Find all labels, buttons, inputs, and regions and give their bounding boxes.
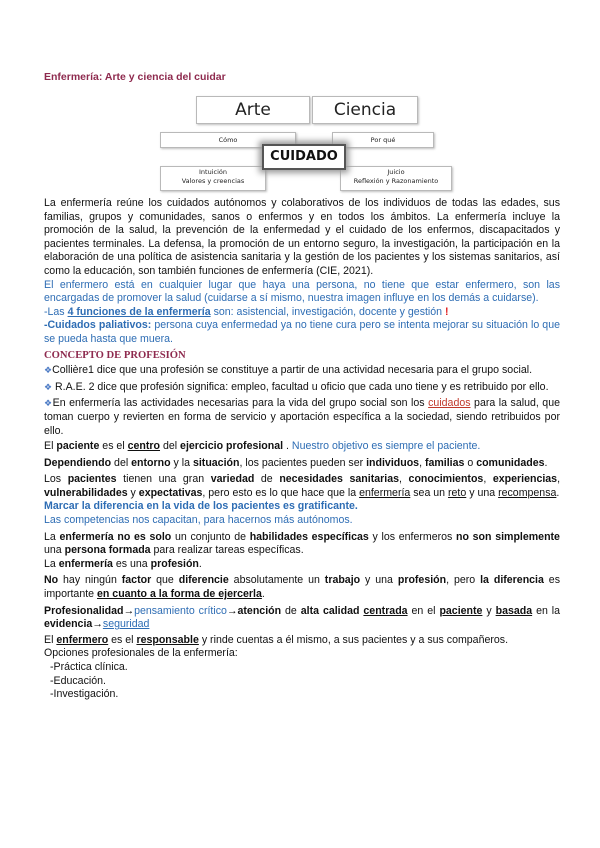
funciones-pre: -Las [44, 305, 68, 318]
pr-t3: . [198, 557, 202, 570]
ns-b2: habilidades específicas [249, 530, 369, 543]
cuidados-pre: En enfermería las actividades necesarias para la vida del grupo social son los [52, 397, 429, 410]
var-t2: tienen una gran [116, 473, 211, 486]
var-t8: , pero esto es lo que hace que la [202, 486, 360, 499]
centro-centro: centro [127, 440, 161, 453]
funciones-post: son: asistencial, investigación, docente y gestión [210, 305, 446, 318]
juicio-label: Juicio [387, 168, 405, 176]
pf-b2: atención [237, 604, 282, 617]
fa-b1: No [44, 574, 59, 587]
line-competencias: Las competencias nos capacitan, para hacernos más autónomos. [44, 514, 353, 527]
var-t6: , [557, 473, 561, 486]
var-b6: vulnerabilidades [44, 486, 128, 499]
var-t5: , [483, 473, 493, 486]
var-t7: y [127, 486, 139, 499]
dep-b5: familias [424, 456, 465, 469]
dep-b1: Dependiendo [44, 456, 112, 469]
page-title: Enfermería: Arte y ciencia del cuidar [44, 71, 226, 83]
line-no-solo [44, 531, 560, 558]
centro-t1: El [44, 440, 57, 453]
arte-box: Arte [196, 96, 310, 124]
var-b7: expectativas [138, 486, 203, 499]
fa-t6: es importante [44, 574, 560, 601]
fa-bu: en cuanto a la forma de ejercerla [97, 588, 262, 601]
fa-t4: y una [360, 574, 398, 587]
pr-t2: es una [112, 557, 151, 570]
rs-bu1: enfermero [56, 633, 109, 646]
ns-b1: enfermería no es solo [59, 530, 172, 543]
centro-ejercicio: ejercicio profesional [180, 440, 284, 453]
dep-t4: , [419, 456, 425, 469]
rs-t2: es el [108, 633, 137, 646]
pf-t5: en la [532, 604, 561, 617]
concepto-heading: CONCEPTO DE PROFESIÓN [44, 349, 186, 361]
var-b5: experiencias [492, 473, 558, 486]
care-diagram [160, 90, 450, 194]
bullet-rae [44, 381, 560, 395]
line-centro [44, 440, 560, 454]
fa-t7: . [261, 588, 265, 601]
ns-t5: para realizar tareas específicas. [150, 544, 304, 557]
dep-t5: o [464, 456, 477, 469]
dep-b2: entorno [131, 456, 171, 469]
cuidado-box: CUIDADO [262, 144, 346, 170]
list-item: -Investigación. [50, 688, 119, 701]
line-factor [44, 574, 560, 601]
rs-t3: y rinde cuentas a él mismo, a sus pacientes y a sus compañeros. [198, 633, 509, 646]
line-variedad [44, 473, 560, 500]
ns-b4: persona formada [64, 544, 151, 557]
paliativos-text: persona cuya enfermedad ya no tiene cura pero se intenta mejorar su situación lo que se pueda hasta que muera. [44, 319, 560, 345]
fa-b2: factor [121, 574, 152, 587]
body-text [44, 197, 560, 702]
valores-label: Valores y creencias [181, 177, 245, 185]
var-t3: de [254, 473, 280, 486]
pf-b4: evidencia [44, 618, 93, 631]
dep-t3: , los pacientes pueden ser [239, 456, 367, 469]
line-marcar: Marcar la diferencia en la vida de los pacientes es gratificante. [44, 500, 358, 513]
line-responsable [44, 634, 560, 648]
dep-t1: del [111, 456, 132, 469]
line-paliativos [44, 319, 560, 346]
var-b4: conocimientos [408, 473, 484, 486]
centro-objetivo: Nuestro objetivo es siempre el paciente. [291, 440, 481, 453]
list-item: -Educación. [50, 674, 106, 687]
pr-b2: profesión [150, 557, 199, 570]
arte-detail-box [160, 166, 266, 191]
list-item: -Práctica clínica. [50, 661, 128, 673]
pf-blue2[interactable]: seguridad [102, 618, 150, 631]
arrow-right-icon: → [92, 618, 103, 631]
var-t9: sea un [410, 486, 449, 499]
dep-t6: . [544, 456, 548, 469]
pf-b1: Profesionalidad [44, 604, 124, 617]
bullet-colliere-text: Collière1 dice que una profesión se constituye a partir de una actividad necesaria para el grupo social. [52, 364, 533, 377]
fa-t5: , pero [446, 574, 481, 587]
pf-t3: en el [407, 604, 440, 617]
centro-paciente: paciente [56, 440, 100, 453]
paragraph-definition: La enfermería reúne los cuidados autónomos y colaborativos de los individuos de todas las edades, sus familias, grupos y comunidades, sanos o enfermos y en todos los ámbitos. La enfermería incluye la promoción de la salud, la prevención de la enfermedad y el cuidado de los enfermos, discapacitados y pacientes terminales. La defensa, la promoción de un entorno seguro, la investigación, la participación en la elaboración de una política de asistencia sanitaria y la gestión de los pacientes y los sistemas sanitarios, así como la educación, son también funciones de enfermería (CIE, 2021). [44, 197, 560, 277]
pf-blue1: pensamiento crítico [134, 604, 227, 617]
arrow-right-icon: → [226, 604, 238, 617]
intuicion-label: Intuición [199, 168, 227, 176]
ns-t4: una [44, 544, 65, 557]
fa-t1: hay ningún [58, 574, 122, 587]
dep-b3: situación [192, 456, 240, 469]
line-opciones: Opciones profesionales de la enfermería: [44, 647, 238, 660]
ns-b3: no son simplemente [456, 530, 560, 543]
var-u3: recompensa [498, 486, 557, 499]
por-que-box: Por qué [332, 132, 434, 148]
reflexion-label: Reflexión y Razonamiento [353, 177, 439, 185]
cuidados-link[interactable]: cuidados [428, 397, 471, 410]
bullet-rae-text: R.A.E. 2 dice que profesión significa: empleo, facultad u oficio que cada uno tiene y es retribuido por ello. [52, 380, 549, 393]
var-t4: , [398, 473, 409, 486]
centro-t3: del [160, 440, 181, 453]
pf-bu1: centrada [363, 604, 408, 617]
bullet-icon: ❖ [44, 398, 53, 409]
paragraph-enfermero: El enfermero está en cualquier lugar que haya una persona, no tiene que estar enfermero, son las encargadas de promover la salud (cuidarse a sí mismo, nuestra imagen influye en los demás a cuidarse). [44, 278, 560, 305]
arrow-right-icon: → [123, 604, 135, 617]
var-u2: reto [448, 486, 467, 499]
fa-t2: que [151, 574, 179, 587]
pf-t1: de [281, 604, 301, 617]
line-funciones [44, 306, 560, 320]
pf-bu3: basada [495, 604, 533, 617]
fa-t3: absolutamente un [228, 574, 325, 587]
var-t11: . [556, 486, 560, 499]
var-t1: Los [44, 473, 68, 486]
var-b2: variedad [210, 473, 255, 486]
line-dependiendo [44, 457, 560, 471]
ciencia-box: Ciencia [312, 96, 418, 124]
dep-b4: individuos [366, 456, 420, 469]
funciones-link[interactable]: 4 funciones de la enfermería [67, 305, 211, 318]
bullet-colliere [44, 364, 560, 378]
ciencia-detail-box [340, 166, 452, 191]
bullet-icon: ❖ [44, 381, 53, 392]
fa-b5: profesión [397, 574, 447, 587]
var-t10: y una [466, 486, 499, 499]
var-u1: enfermería [359, 486, 411, 499]
centro-t4: . [283, 440, 292, 453]
pr-b1: enfermería [58, 557, 113, 570]
bullet-cuidados [44, 397, 560, 438]
paliativos-label: -Cuidados paliativos: [44, 319, 152, 332]
bullet-icon: ❖ [44, 365, 53, 376]
fa-b3: diferencie [178, 574, 229, 587]
dep-b6: comunidades [476, 456, 545, 469]
funciones-mark: ! [445, 305, 449, 318]
ns-t2: un conjunto de [171, 530, 250, 543]
rs-t1: El [44, 633, 57, 646]
line-profesion [44, 558, 560, 572]
fa-b6: la diferencia [480, 574, 544, 587]
fa-b4: trabajo [324, 574, 361, 587]
pr-t1: La [44, 557, 59, 570]
rs-bu2: responsable [136, 633, 199, 646]
ns-t3: y los enfermeros [368, 530, 457, 543]
pf-b3: alta calidad [300, 604, 360, 617]
var-b1: pacientes [67, 473, 117, 486]
dep-t2: y la [170, 456, 193, 469]
line-profesionalidad [44, 605, 560, 632]
pf-t4: y [482, 604, 496, 617]
centro-t2: es el [99, 440, 128, 453]
pf-bu2: paciente [439, 604, 483, 617]
como-box: Cómo [160, 132, 296, 148]
cuidados-post: para la salud, que toman cuerpo y revierten en forma de servicio y aportación específica a la sociedad, siendo retribuidos por ello. [44, 397, 560, 437]
ns-t1: La [44, 530, 60, 543]
var-b3: necesidades sanitarias [279, 473, 399, 486]
